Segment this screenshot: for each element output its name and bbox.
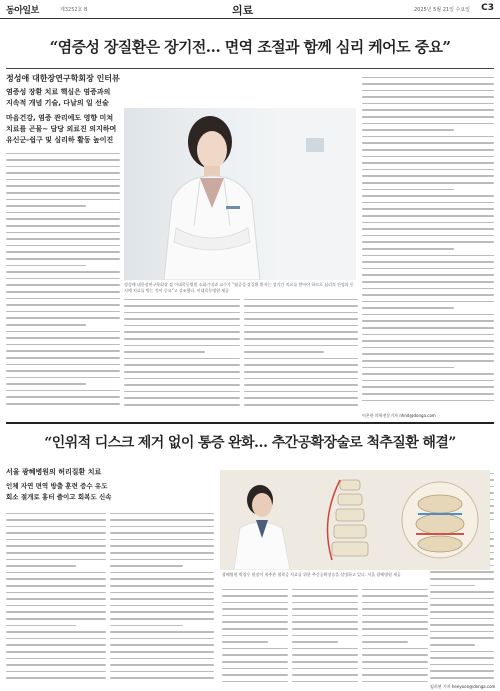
body-text-line [110, 635, 214, 642]
body-text-line [6, 203, 86, 210]
body-text-line [362, 153, 494, 160]
body-text-line [6, 583, 106, 590]
body-text-line [6, 190, 120, 197]
body-text-line [244, 296, 358, 303]
body-text-line [362, 94, 494, 101]
article2-body-col4 [292, 586, 358, 686]
body-text-line [362, 397, 494, 404]
body-text-line [110, 668, 214, 675]
body-text-line [430, 655, 494, 662]
subhead-line: 인체 자연 면역 방출 훈련 증수 유도 [6, 482, 108, 490]
body-text-line [6, 589, 106, 596]
body-text-line [110, 596, 214, 603]
spine-treatment-photo [220, 470, 490, 570]
body-text-line [6, 569, 106, 576]
article1-subheads [6, 87, 124, 109]
body-text-line [362, 311, 494, 318]
body-text-line [362, 186, 454, 193]
body-text-line [110, 510, 214, 517]
body-text-line [362, 632, 428, 639]
body-text-line [244, 369, 358, 376]
body-text-line [6, 517, 106, 524]
body-text-line [244, 395, 358, 402]
body-text-line [6, 381, 86, 388]
body-text-line [362, 371, 494, 378]
body-text-line [362, 364, 454, 371]
body-text-line [6, 374, 120, 381]
body-text-line [124, 349, 205, 356]
body-text-line [244, 316, 358, 323]
body-text-line [362, 298, 494, 305]
body-text-line [362, 305, 454, 312]
body-text-line [6, 642, 106, 649]
body-text-line [430, 661, 494, 668]
body-text-line [6, 341, 120, 348]
body-text-line [362, 252, 494, 259]
body-text-line [6, 576, 106, 583]
body-text-line [362, 100, 494, 107]
body-text-line [362, 645, 428, 652]
article2-subheads [6, 481, 206, 503]
body-text-line [362, 120, 494, 127]
body-text-line [244, 388, 358, 395]
body-text-line [110, 648, 214, 655]
body-text-line [222, 619, 288, 626]
page-number: C3 [481, 3, 494, 13]
body-text-line [222, 678, 288, 685]
body-text-line [110, 655, 214, 662]
body-text-line [292, 645, 358, 652]
body-text-line [362, 166, 494, 173]
body-text-line [362, 639, 408, 646]
body-text-line [362, 239, 494, 246]
article1-body-col3 [244, 296, 358, 410]
body-text-line [6, 394, 120, 401]
doctor-portrait-photo [124, 108, 356, 280]
body-text-line [6, 635, 106, 642]
body-text-line [6, 216, 120, 223]
body-text-line [430, 641, 475, 648]
article2-kicker: 서울 광혜병원의 허리질환 치료 [6, 468, 102, 476]
body-text-line [6, 675, 106, 682]
body-text-line [362, 384, 494, 391]
body-text-line [362, 81, 494, 88]
issue-number: 제3252호 B [60, 7, 88, 13]
masthead [0, 0, 500, 19]
subhead-line: 염증성 장환 치료 핵심은 염증과의 [6, 88, 111, 96]
body-text-line [430, 635, 494, 642]
body-text-line [362, 619, 428, 626]
body-text-line [292, 659, 358, 666]
article2-body-col2 [110, 510, 214, 686]
body-text-line [244, 349, 324, 356]
body-text-line [244, 355, 358, 362]
body-text-line [6, 308, 120, 315]
body-text-line [244, 362, 358, 369]
body-text-line [124, 329, 240, 336]
body-text-line [362, 338, 494, 345]
body-text-line [6, 609, 106, 616]
body-text-line [362, 173, 494, 180]
article1-kicker: 정성애 대한장연구학회장 인터뷰 [6, 74, 120, 83]
body-text-line [110, 629, 214, 636]
body-text-line [110, 536, 214, 543]
body-text-line [362, 672, 428, 679]
body-text-line [222, 639, 268, 646]
subhead-line: 마음건강, 염증 관리에도 영향 미쳐 [6, 114, 114, 122]
article1-body-col2 [124, 296, 240, 410]
body-text-line [362, 659, 428, 666]
body-text-line [292, 599, 358, 606]
newspaper-name: 동아일보 [6, 6, 39, 16]
article1-byline: 이은한 의학전문기자 nhnd@donga.com [362, 413, 436, 418]
body-text-line [362, 285, 494, 292]
subhead-line: 지속적 개념 기술, 다날의 일 선술 [6, 99, 109, 107]
body-text-line [6, 269, 120, 276]
body-text-line [362, 351, 494, 358]
body-text-line [362, 74, 494, 81]
body-text-line [362, 331, 494, 338]
body-text-line [292, 632, 358, 639]
subhead-line: 회소 절개로 흉터 줄이고 회복도 신속 [6, 493, 112, 501]
body-text-line [110, 642, 214, 649]
body-text-line [292, 606, 358, 613]
body-text-line [124, 382, 240, 389]
body-text-line [362, 626, 428, 633]
subhead-line: 유신군-쉽구 및 심리하 활동 높이진 [6, 136, 114, 144]
body-text-line [430, 668, 494, 675]
body-text-line [110, 616, 214, 623]
body-text-line [6, 242, 120, 249]
body-text-line [430, 615, 494, 622]
article1-body-col1 [6, 150, 120, 412]
body-text-line [362, 193, 494, 200]
body-text-line [430, 674, 494, 681]
body-text-line [124, 355, 240, 362]
body-text-line [292, 586, 358, 593]
body-text-line [6, 655, 106, 662]
article2-headline: “인위적 디스크 제거 없이 통증 완화… 추간공확장술로 척추질환 해결” [44, 435, 456, 451]
body-text-line [362, 292, 494, 299]
body-text-line [292, 672, 358, 679]
body-text-line [110, 675, 214, 682]
body-text-line [362, 87, 494, 94]
body-text-line [362, 377, 494, 384]
body-text-line [362, 140, 494, 147]
publish-date: 2025년 5월 21일 수요일 [413, 7, 470, 13]
body-text-line [292, 665, 358, 672]
body-text-line [362, 259, 494, 266]
divider [6, 68, 494, 69]
body-text-line [362, 391, 494, 398]
body-text-line [292, 593, 358, 600]
body-text-line [430, 589, 494, 596]
body-text-line [6, 668, 106, 675]
body-text-line [6, 275, 120, 282]
body-text-line [6, 536, 106, 543]
body-text-line [222, 586, 288, 593]
body-text-line [362, 226, 494, 233]
body-text-line [430, 628, 494, 635]
body-text-line [222, 632, 288, 639]
body-text-line [362, 272, 494, 279]
body-text-line [362, 107, 494, 114]
body-text-line [6, 622, 76, 629]
body-text-line [6, 150, 120, 157]
article-divider [6, 422, 494, 424]
body-text-line [362, 133, 494, 140]
body-text-line [430, 576, 494, 583]
body-text-line [6, 629, 106, 636]
body-text-line [244, 336, 358, 343]
body-text-line [6, 163, 120, 170]
article2-byline: 임희연 기자 heeyoon@donga.com [430, 684, 496, 689]
body-text-line [244, 382, 358, 389]
body-text-line [222, 626, 288, 633]
body-text-line [6, 196, 120, 203]
article1-subheads-2 [6, 113, 124, 146]
body-text-line [244, 322, 358, 329]
body-text-line [430, 602, 494, 609]
body-text-line [110, 622, 183, 629]
body-text-line [110, 556, 214, 563]
body-text-line [6, 302, 120, 309]
body-text-line [6, 282, 120, 289]
body-text-line [222, 672, 288, 679]
body-text-line [6, 236, 120, 243]
body-text-line [362, 114, 494, 121]
body-text-line [124, 336, 240, 343]
body-text-line [362, 212, 494, 219]
body-text-line [110, 563, 183, 570]
body-text-line [362, 358, 494, 365]
body-text-line [6, 648, 106, 655]
body-text-line [6, 368, 120, 375]
body-text-line [6, 387, 120, 394]
body-text-line [6, 328, 120, 335]
body-text-line [244, 402, 358, 409]
body-text-line [6, 176, 120, 183]
body-text-line [362, 318, 494, 325]
body-text-line [124, 388, 240, 395]
article2-body-col1 [6, 510, 106, 686]
body-text-line [362, 147, 494, 154]
body-text-line [6, 354, 120, 361]
body-text-line [6, 616, 106, 623]
body-text-line [362, 219, 494, 226]
body-text-line [362, 586, 428, 593]
body-text-line [362, 344, 494, 351]
body-text-line [110, 523, 214, 530]
body-text-line [110, 517, 214, 524]
body-text-line [222, 599, 288, 606]
body-text-line [362, 593, 428, 600]
body-text-line [6, 183, 120, 190]
body-text-line [292, 619, 358, 626]
body-text-line [430, 622, 494, 629]
body-text-line [362, 612, 428, 619]
body-text-line [124, 342, 240, 349]
body-text-line [6, 223, 120, 230]
body-text-line [362, 206, 494, 213]
body-text-line [110, 589, 214, 596]
body-text-line [362, 606, 428, 613]
body-text-line [124, 309, 240, 316]
body-text-line [110, 609, 214, 616]
body-text-line [6, 543, 106, 550]
body-text-line [292, 639, 338, 646]
body-text-line [362, 160, 494, 167]
body-text-line [362, 652, 428, 659]
body-text-line [362, 678, 428, 685]
body-text-line [124, 402, 240, 409]
body-text-line [6, 209, 120, 216]
body-text-line [6, 563, 76, 570]
body-text-line [6, 596, 106, 603]
body-text-line [430, 582, 475, 589]
article1-photo-caption: 정성애 대한장연구학회장 겸 이대목동병원 소화기내과 교수가 “염증성 장질환 환자는 장기간 치료를 받아야 하므로 심리적 안정과 동시에 치료를 받는 것이 중요”고 강조했다. 이대목동병원 제공 [124, 282, 354, 293]
body-text-line [124, 322, 240, 329]
body-text-line [6, 550, 106, 557]
body-text-line [244, 309, 358, 316]
body-text-line [110, 530, 214, 537]
body-text-line [6, 556, 106, 563]
body-text-line [6, 401, 120, 408]
body-text-line [292, 678, 358, 685]
body-text-line [222, 606, 288, 613]
body-text-line [222, 612, 288, 619]
body-text-line [362, 232, 494, 239]
body-text-line [110, 543, 214, 550]
body-text-line [6, 288, 120, 295]
body-text-line [124, 316, 240, 323]
body-text-line [244, 342, 358, 349]
body-text-line [124, 369, 240, 376]
article2-body-col5 [362, 586, 428, 686]
body-text-line [6, 229, 120, 236]
body-text-line [110, 583, 214, 590]
body-text-line [6, 262, 86, 269]
body-text-line [362, 278, 494, 285]
body-text-line [222, 659, 288, 666]
body-text-line [362, 325, 494, 332]
body-text-line [6, 295, 120, 302]
body-text-line [362, 199, 494, 206]
body-text-line [6, 530, 106, 537]
body-text-line [362, 127, 454, 134]
section-title: 의료 [232, 4, 254, 17]
body-text-line [362, 245, 454, 252]
body-text-line [6, 170, 120, 177]
body-text-line [6, 256, 120, 263]
body-text-line [244, 375, 358, 382]
article2-body-col3 [222, 586, 288, 686]
body-text-line [6, 335, 120, 342]
body-text-line [222, 593, 288, 600]
body-text-line [110, 576, 214, 583]
body-text-line [292, 626, 358, 633]
body-text-line [222, 665, 288, 672]
body-text-line [292, 612, 358, 619]
body-text-line [6, 510, 106, 517]
article1-headline: “염증성 장질환은 장기전… 면역 조절과 함께 심리 케어도 중요” [49, 38, 451, 56]
body-text-line [430, 648, 494, 655]
body-text-line [6, 348, 120, 355]
body-text-line [110, 550, 214, 557]
body-text-line [362, 599, 428, 606]
body-text-line [124, 303, 240, 310]
body-text-line [430, 608, 494, 615]
body-text-line [124, 375, 240, 382]
body-text-line [362, 180, 494, 187]
body-text-line [6, 662, 106, 669]
subhead-line: 치료를 곤물~ 담당 외료진 의지하며 [6, 125, 117, 133]
body-text-line [222, 652, 288, 659]
body-text-line [6, 157, 120, 164]
body-text-line [6, 315, 120, 322]
body-text-line [362, 665, 428, 672]
body-text-line [292, 652, 358, 659]
body-text-line [124, 395, 240, 402]
body-text-line [110, 662, 214, 669]
body-text-line [110, 602, 214, 609]
body-text-line [6, 361, 120, 368]
article2-photo-caption: 광혜병원 박경우 원장이 척추관 협착증 치료를 위한 추간공확장술을 설명하고 있다. 서울 광혜병원 제공 [222, 572, 401, 577]
body-text-line [362, 265, 494, 272]
body-text-line [110, 569, 214, 576]
body-text-line [6, 523, 106, 530]
body-text-line [244, 303, 358, 310]
body-text-line [222, 645, 288, 652]
body-text-line [244, 329, 358, 336]
body-text-line [6, 321, 86, 328]
body-text-line [124, 296, 240, 303]
article1-body-col4 [362, 74, 494, 410]
body-text-line [6, 602, 106, 609]
body-text-line [6, 249, 120, 256]
body-text-line [430, 595, 494, 602]
body-text-line [124, 362, 240, 369]
